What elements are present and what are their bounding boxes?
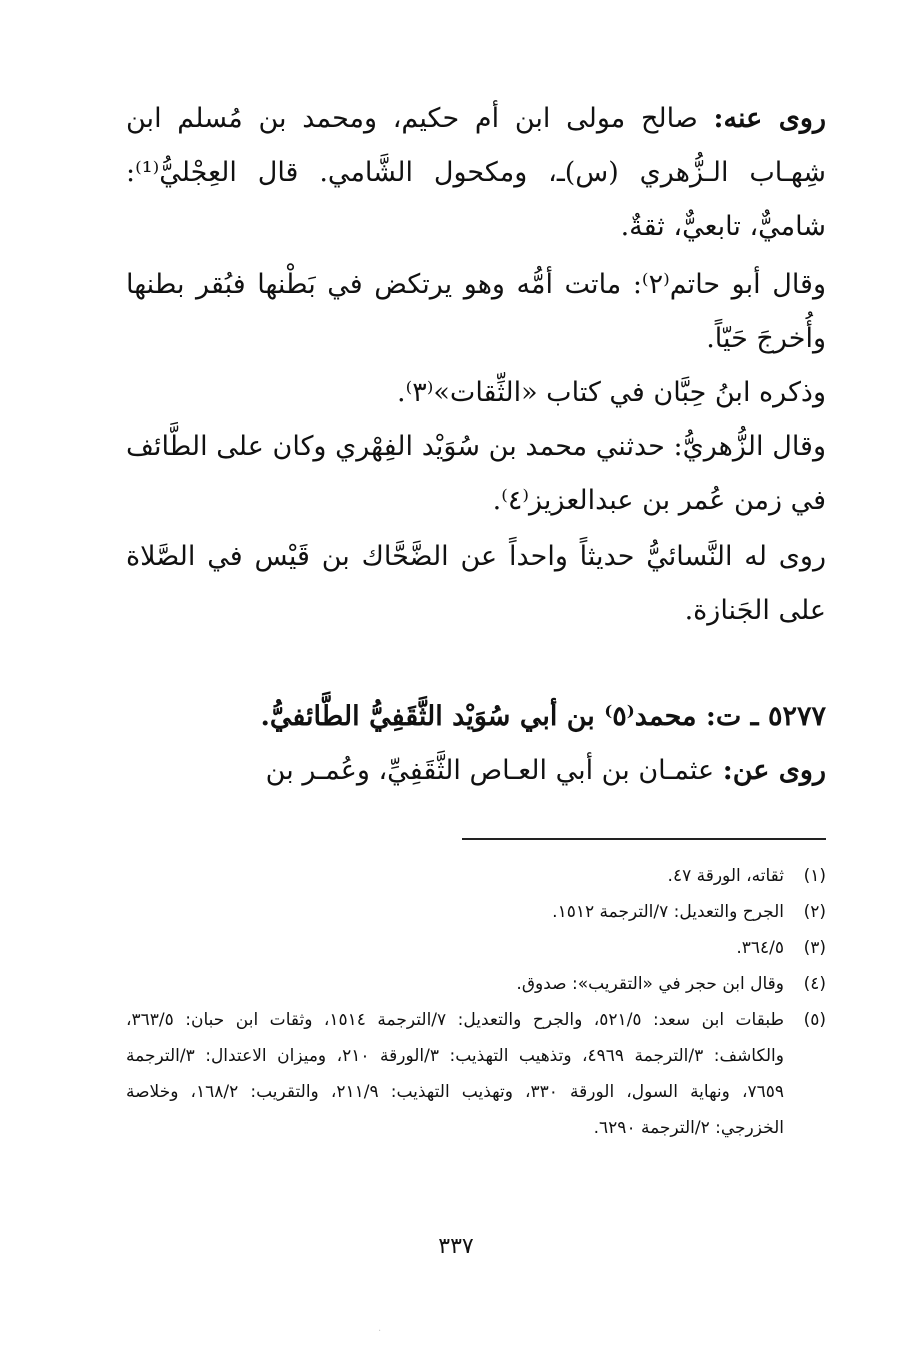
paragraph-narrators-from-him — [126, 92, 826, 254]
footnotes — [126, 858, 826, 1146]
footnote-text: ٣٦٤/٥. — [736, 938, 784, 958]
footnote-5 — [126, 1002, 826, 1146]
footnote-1 — [126, 858, 826, 894]
paragraph-ibn-hibban: وذكره ابنُ حِبَّان في كتاب «الثِّقات»⁽٣⁾. — [397, 377, 826, 408]
footnote-text: طبقات ابن سعد: ٥٢١/٥، والجرح والتعديل: ٧/الترجمة ١٥١٤، وثقات ابن حبان: ٣٦٣/٥، والكاشف: ٣/الترجمة ٤٩٦٩، وتذهيب التهذيب: ٣/الورقة ٢١٠، وميزان الاعتدال: ٣/الترجمة ٧٦٥٩، ونهاية السول، الورقة ٣٣٠، وتهذيب التهذيب: ٢١١/٩، والتقريب: ١٦٨/٢، وخلاصة الخزرجي: ٢/الترجمة ٦٢٩٠. — [126, 1010, 784, 1138]
footnote-2 — [126, 894, 826, 930]
narrated-from-label: روى عن: — [722, 755, 826, 786]
paragraph-abu-hatim: وقال أبو حاتم⁽٢⁾: ماتت أمُّه وهو يرتكض في بَطْنها فبُقر بطنها وأُخرجَ حَيّاً. — [126, 269, 827, 354]
footnote-number: (٤) — [803, 974, 826, 994]
narrators-from-him-text: صالح مولى ابن أم حكيم، ومحمد بن مُسلم ابن شِهـاب الـزُّهري (س)ـ، ومكحول الشَّامي. قال العِجْليُّ⁽¹⁾: شاميٌّ، تابعيٌّ، ثقةٌ. — [126, 103, 826, 242]
footnote-4 — [126, 966, 826, 1002]
paragraph-nasai: روى له النَّسائيُّ حديثاً واحداً عن الضَّحَّاك بن قَيْس في الصَّلاة على الجَنازة. — [126, 541, 826, 626]
footnote-text: الجرح والتعديل: ٧/الترجمة ١٥١٢. — [552, 902, 784, 922]
paragraph-narrated-from — [126, 744, 826, 798]
narrators-from-him-label: روى عنه: — [713, 103, 827, 134]
footnote-text: وقال ابن حجر في «التقريب»: صدوق. — [516, 974, 784, 994]
footnote-number: (٣) — [803, 938, 826, 958]
narrated-from-text: عثمـان بن أبي العـاص الثَّقَفِيِّ، وعُمـر بن — [265, 755, 723, 786]
footnote-number: (١) — [803, 866, 826, 886]
scan-speck: · — [378, 1326, 382, 1337]
page-number: ٣٣٧ — [438, 1234, 474, 1259]
footnote-divider — [462, 838, 826, 840]
entry-heading: ٥٢٧٧ ـ ت: محمد⁽٥⁾ بن أبي سُوَيْد الثَّقَفِيُّ الطَّائفيُّ. — [260, 701, 826, 732]
footnote-text: ثقاته، الورقة ٤٧. — [667, 866, 784, 886]
footnote-number: (٥) — [803, 1010, 826, 1030]
paragraph-zuhri: وقال الزُّهريُّ: حدثني محمد بن سُوَيْد الفِهْري وكان على الطَّائف في زمن عُمر بن عبدالعزيز⁽٤⁾. — [126, 431, 826, 516]
footnote-3 — [126, 930, 826, 966]
footnote-number: (٢) — [803, 902, 826, 922]
